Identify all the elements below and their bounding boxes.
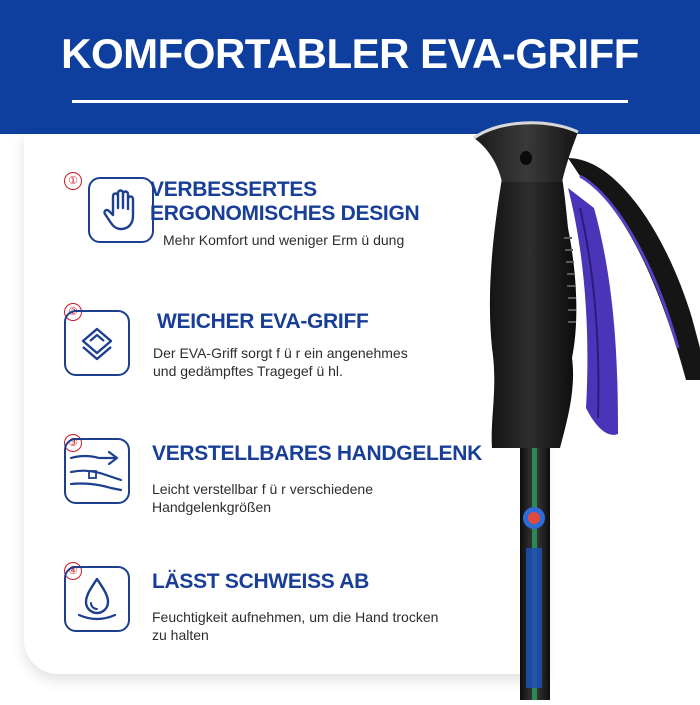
- layers-diamond-icon: [64, 310, 130, 376]
- header-banner: [0, 0, 700, 134]
- feature-number: ③: [64, 434, 82, 452]
- trekking-pole-grip-image: [468, 118, 700, 700]
- feature-title: LÄSST SCHWEISS AB: [152, 570, 369, 593]
- page-title: KOMFORTABLER EVA-GRIFF: [61, 30, 639, 77]
- feature-description: Leicht verstellbar f ü r verschiedene: [152, 481, 373, 497]
- feature-number: ①: [64, 172, 82, 190]
- header-divider: [72, 100, 628, 103]
- feature-description-line2: zu halten: [152, 627, 209, 643]
- adjustable-wrist-strap-icon: [64, 438, 130, 504]
- feature-title: WEICHER EVA-GRIFF: [157, 310, 369, 333]
- feature-title-line2: ERGONOMISCHES DESIGN: [150, 202, 420, 225]
- feature-description-line2: und gedämpftes Tragegef ü hl.: [153, 363, 343, 379]
- feature-number: ④: [64, 562, 82, 580]
- feature-description-line2: Handgelenkgrößen: [152, 499, 272, 515]
- features-panel: [24, 134, 544, 674]
- feature-description: Mehr Komfort und weniger Erm ü dung: [163, 232, 405, 248]
- feature-description: Feuchtigkeit aufnehmen, um die Hand trocken: [152, 609, 439, 625]
- feature-number: ②: [64, 303, 82, 321]
- raised-hand-icon: [88, 177, 154, 243]
- feature-title: VERBESSERTES: [150, 178, 317, 201]
- feature-title: VERSTELLBARES HANDGELENK: [152, 442, 482, 465]
- feature-description: Der EVA-Griff sorgt f ü r ein angenehmes: [153, 345, 408, 361]
- water-drop-icon: [64, 566, 130, 632]
